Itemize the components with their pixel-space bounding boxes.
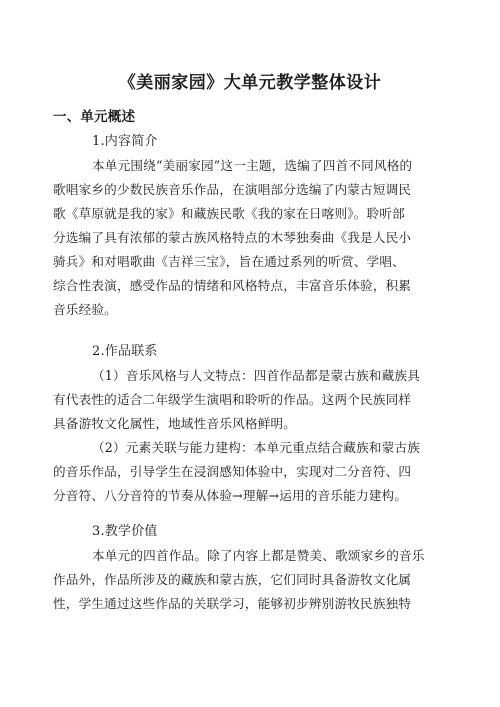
paragraph-line: 综合性表演，感受作品的情绪和风格特点，丰富音乐体验，积累: [53, 278, 412, 293]
paragraph-line: 性，学生通过这些作品的关联学习，能够初步辨别游牧民族独特: [53, 596, 412, 611]
subsection-heading-teaching-value: 3.教学价值: [92, 524, 158, 539]
paragraph-line: （2）元素关联与能力建构：本单元重点结合藏族和蒙古族: [92, 440, 421, 455]
subsection-heading-content-intro: 1.内容简介: [92, 134, 158, 149]
paragraph-line: 音乐经验。: [53, 302, 117, 317]
document-title: 《美丽家园》大单元教学整体设计: [118, 73, 382, 93]
paragraph-line: 具备游牧文化属性，地域性音乐风格鲜明。: [53, 416, 297, 431]
paragraph-line: 骑兵》和对唱歌曲《吉祥三宝》，旨在通过系列的听赏、学唱、: [53, 254, 405, 269]
paragraph-line: （1）音乐风格与人文特点：四首作品都是蒙古族和藏族具: [92, 368, 421, 383]
paragraph-line: 的音乐作品，引导学生在浸润感知体验中，实现对二分音符、四: [53, 464, 412, 479]
paragraph-line: 作品外，作品所涉及的藏族和蒙古族，它们同时具备游牧文化属: [53, 572, 412, 587]
paragraph-line: 分选编了具有浓郁的蒙古族风格特点的木琴独奏曲《我是人民小: [53, 230, 412, 245]
paragraph-line: 有代表性的适合二年级学生演唱和聆听的作品。这两个民族同样: [53, 392, 412, 407]
paragraph-line: 分音符、八分音符的节奏从体验→理解→运用的音乐能力建构。: [53, 488, 408, 503]
paragraph-line: 本单元的四首作品。除了内容上都是赞美、歌颂家乡的音乐: [92, 548, 425, 563]
section-heading: 一、单元概述: [53, 109, 136, 125]
paragraph-line: 本单元围绕“美丽家园”这一主题，选编了四首不同风格的: [92, 158, 413, 173]
subsection-heading-works-connection: 2.作品联系: [92, 344, 158, 359]
paragraph-line: 歌《草原就是我的家》和藏族民歌《我的家在日喀则》。聆听部: [53, 206, 405, 221]
paragraph-line: 歌唱家乡的少数民族音乐作品，在演唱部分选编了内蒙古短调民: [53, 182, 412, 197]
